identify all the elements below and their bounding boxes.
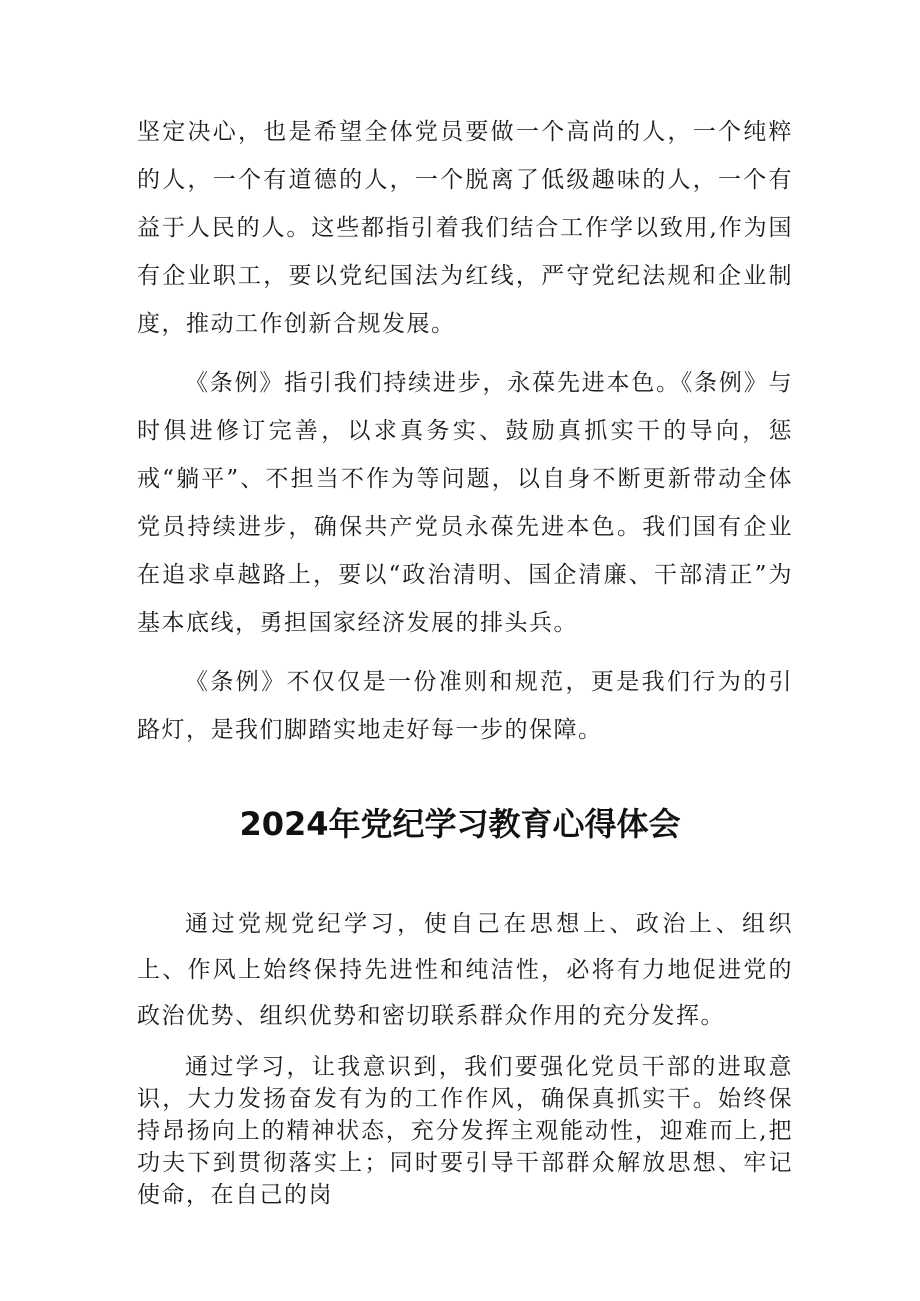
document-title: 2024年党纪学习教育心得体会: [239, 805, 681, 843]
top-text-section: [137, 108, 793, 754]
bottom-text-section: [137, 901, 793, 1211]
paragraph-regulation-progress: 《条例》指引我们持续进步，永葆先进本色。《条例》与时俱进修订完善，以求真务实、鼓励真抓实干的导向，惩戒“躺平”、不担当不作为等问题，以自身不断更新带动全体党员持续进步，确保共产党员永葆先进本色。我们国有企业在追求卓越路上，要以“政治清明、国企清廉、干部清正”为基本底线，勇担国家经济发展的排头兵。: [137, 370, 793, 636]
paragraph-regulation-guide: 《条例》不仅仅是一份准则和规范，更是我们行为的引路灯，是我们脚踏实地走好每一步的保障。: [137, 669, 793, 743]
paragraph-study-awareness: 通过学习，让我意识到，我们要强化党员干部的进取意识，大力发扬奋发有为的工作作风，确保真抓实干。始终保持昂扬向上的精神状态，充分发挥主观能动性，迎难而上,把功夫下到贯彻落实上；同时要引导干部群众解放思想、牢记使命，在自己的岗: [137, 1054, 793, 1208]
paragraph-party-discipline-study: 通过党规党纪学习，使自己在思想上、政治上、组织上、作风上始终保持先进性和纯洁性，必将有力地促进党的政治优势、组织优势和密切联系群众作用的充分发挥。: [137, 911, 793, 1029]
paragraph-commitment: 坚定决心，也是希望全体党员要做一个高尚的人，一个纯粹的人，一个有道德的人，一个脱离了低级趣味的人，一个有益于人民的人。这些都指引着我们结合工作学以致用,作为国有企业职工，要以党纪国法为红线，严守党纪法规和企业制度，推动工作创新合规发展。: [137, 119, 793, 337]
